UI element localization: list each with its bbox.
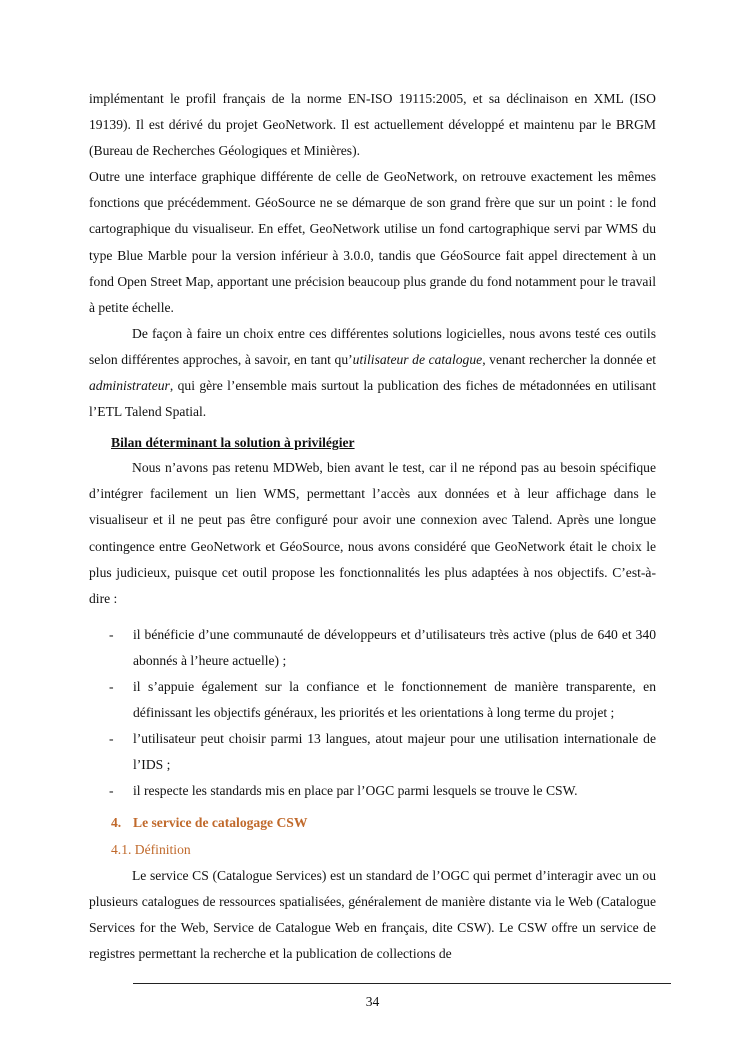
section-heading-csw: [111, 810, 656, 836]
list-item-text: il s’appuie également sur la confiance et le fonctionnement de manière transparente, en définissant les objectifs généraux, les priorités et les orientations à long terme du projet ;: [133, 678, 656, 721]
list-item: [89, 726, 656, 778]
dash-bullet: -: [109, 731, 114, 747]
text-run: , venant rechercher la donnée et: [482, 351, 657, 367]
paragraph-testing-approach: [89, 321, 656, 425]
paragraph-csw-definition: Le service CS (Catalogue Services) est un standard de l’OGC qui permet d’interagir avec un ou plusieurs catalogues de ressources spatialisées, généralement de manière distante via le Web (Catalogue Services for the Web, Service de Catalogue Web en français, dite CSW). Le CSW offre un service de registres permettant la recherche et la publication de collections de: [89, 867, 656, 961]
advantages-list: [89, 622, 656, 805]
heading-bilan: Bilan déterminant la solution à privilégier: [111, 435, 355, 451]
list-item: [89, 674, 656, 726]
list-item: [89, 622, 656, 674]
list-item: [89, 778, 656, 804]
dash-bullet: -: [109, 678, 114, 694]
subsection-heading-definition: 4.1. Définition: [111, 841, 191, 857]
emphasis-catalog-user: utilisateur de catalogue: [352, 351, 483, 367]
list-item-text: il bénéficie d’une communauté de développeurs et d’utilisateurs très active (plus de 640 et 340 abonnés à l’heure actuelle) ;: [133, 626, 656, 668]
text-run: De façon à faire un choix entre ces différentes solutions logicielles, nous avons testé ces outils selon différentes approches, à savoir, en tant qu’: [89, 325, 656, 367]
page-body: [89, 86, 656, 967]
paragraph-geosource-interface: Outre une interface graphique différente de celle de GeoNetwork, on retrouve exactement les mêmes fonctions que précédemment. GéoSource ne se démarque de son grand frère que sur un point : le fond cartographique du visualiseur. En effet, GeoNetwork utilise un fond cartographique servi par WMS du type Blue Marble pour la version inférieur à 3.0.0, tandis que GéoSource fait appel directement à un fond Open Street Map, apportant une précision beaucoup plus grande du fond notamment pour le travail à petite échelle.: [89, 169, 657, 315]
section-number: 4.: [111, 815, 122, 831]
list-item-text: il respecte les standards mis en place par l’OGC parmi lesquels se trouve le CSW.: [133, 783, 578, 799]
text-run: , qui gère l’ensemble mais surtout la publication des fiches de métadonnées en utilisant l’ETL Talend Spatial.: [89, 378, 656, 420]
paragraph-choice-rationale: Nous n’avons pas retenu MDWeb, bien avant le test, car il ne répond pas au besoin spécifique d’intégrer facilement un lien WMS, permettant l’accès aux données et à leur affichage dans le visualiseur et il ne peut pas être configuré pour avoir une connexion avec Talend. Après une longue contingence entre GeoNetwork et GéoSource, nous avons considéré que GeoNetwork était le choix le plus judicieux, puisque cet outil propose les fonctionnalités les plus adaptées à nos objectifs. C’est-à-dire :: [89, 460, 656, 606]
dash-bullet: -: [109, 626, 114, 642]
page-number: 34: [365, 994, 380, 1009]
footer-divider: [133, 983, 671, 984]
section-title-text: Le service de catalogage CSW: [133, 815, 308, 831]
dash-bullet: -: [109, 783, 114, 799]
emphasis-administrator: administrateur: [89, 378, 170, 394]
paragraph-geosource-origin: implémentant le profil français de la norme EN-ISO 19115:2005, et sa déclinaison en XML (ISO 19139). Il est dérivé du projet GeoNetwork. Il est actuellement développé et maintenu par le BRGM (Bureau de Recherches Géologiques et Minières).: [89, 91, 656, 159]
list-item-text: l’utilisateur peut choisir parmi 13 langues, atout majeur pour une utilisation internationale de l’IDS ;: [133, 731, 656, 773]
